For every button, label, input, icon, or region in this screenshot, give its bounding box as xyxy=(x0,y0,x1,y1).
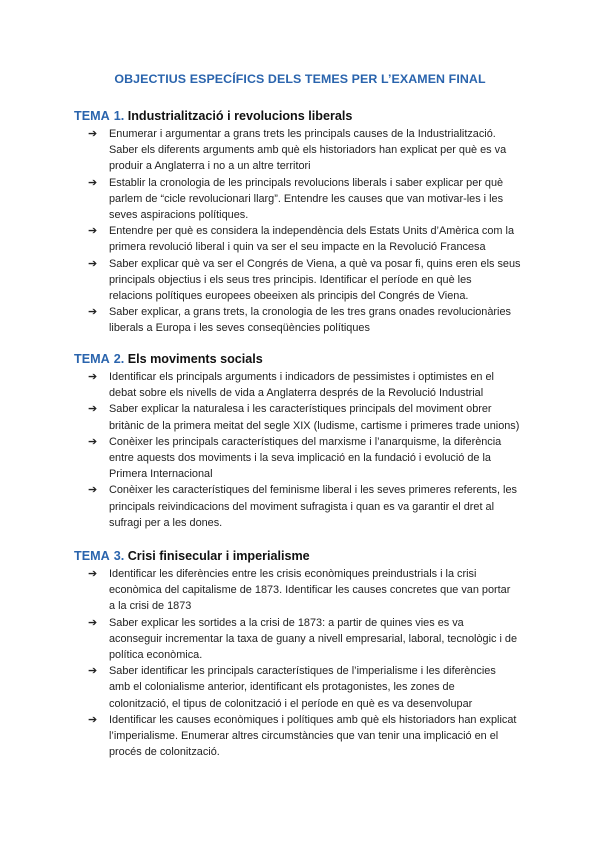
list-item xyxy=(74,256,534,305)
item-line: Saber explicar les sortides a la crisi de 1873: a partir de quines vies es va xyxy=(109,616,464,629)
section-tema-2 xyxy=(74,350,534,531)
tema-label: TEMA xyxy=(74,549,110,563)
item-line: Conèixer les principals característiques del marxisme i l’anarquisme, la diferència xyxy=(109,435,502,448)
objectives-list xyxy=(74,566,534,760)
item-line: Saber els diferents arguments amb què els historiadors han explicat per què es va xyxy=(109,144,507,157)
item-line: Establir la cronologia de les principals revolucions liberals i saber explicar per què xyxy=(109,176,504,189)
arrow-bullet-icon: ➔ xyxy=(88,435,98,448)
tema-title: Els moviments socials xyxy=(127,352,263,366)
item-line: Saber explicar què va ser el Congrés de Viena, a què va posar fi, quins eren els seus xyxy=(109,257,521,270)
item-line: Saber explicar, a grans trets, la cronologia de les tres grans onades revolucionàries xyxy=(109,306,511,319)
item-line: procés de colonització. xyxy=(109,746,220,759)
tema-label: TEMA xyxy=(74,352,110,366)
item-line: Identificar els principals arguments i indicadors de pessimistes i optimistes en el xyxy=(109,371,494,383)
arrow-bullet-icon: ➔ xyxy=(88,568,98,580)
list-item xyxy=(74,401,534,433)
objectives-list xyxy=(74,126,534,337)
item-line: aconseguir incrementar la taxa de guany a nivell empresarial, laboral, tecnològic i de xyxy=(109,632,518,645)
item-line: Enumerar i argumentar a grans trets les principals causes de la Industrialització. xyxy=(109,128,496,140)
item-line: parlem de “cicle revolucionari llarg”. Entendre les causes que van motivar-les i les xyxy=(109,192,504,205)
list-item xyxy=(74,369,534,401)
item-line: liberals a Europa i les seves conseqüències polítiques xyxy=(109,322,370,335)
section-heading xyxy=(74,547,534,566)
item-line: produir a Anglaterra i no a un altre territori xyxy=(109,160,311,173)
section-heading xyxy=(74,107,534,126)
section-heading xyxy=(74,350,534,369)
item-line: Primera Internacional xyxy=(109,468,213,481)
item-line: sufragi per a les dones. xyxy=(109,516,223,529)
arrow-bullet-icon: ➔ xyxy=(88,176,98,189)
item-line: l’imperialisme. Enumerar altres circumstàncies que van tenir una implicació en el xyxy=(109,730,499,743)
list-item xyxy=(74,126,534,175)
arrow-bullet-icon: ➔ xyxy=(88,371,98,383)
list-item xyxy=(74,712,534,761)
arrow-bullet-icon: ➔ xyxy=(88,665,98,678)
tema-title: Industrialització i revolucions liberals xyxy=(127,109,353,123)
tema-number: 2. xyxy=(113,352,125,366)
item-line: principals reivindicacions del moviment sufragista i quan es va garantir el dret al xyxy=(109,500,494,513)
item-line: política econòmica. xyxy=(109,649,203,662)
objectives-list xyxy=(74,369,534,531)
arrow-bullet-icon: ➔ xyxy=(88,403,98,416)
item-line: Identificar les causes econòmiques i polítiques amb què els historiadors han explicat xyxy=(109,713,517,726)
list-item xyxy=(74,663,534,712)
list-item xyxy=(74,482,534,531)
arrow-bullet-icon: ➔ xyxy=(88,713,98,726)
item-line: amb el colonialisme anterior, identificant els protagonistes, les zones de xyxy=(109,681,455,694)
list-item xyxy=(74,434,534,483)
tema-label: TEMA xyxy=(74,109,110,123)
list-item xyxy=(74,223,534,255)
item-line: econòmica del capitalisme de 1873. Identificar les causes concretes que van portar xyxy=(109,584,511,597)
item-line: principals objectius i els seus tres principis. Identificar el període en què les xyxy=(109,273,472,286)
item-line: Entendre per què es considera la independència dels Estats Units d’Amèrica com la xyxy=(109,225,514,238)
arrow-bullet-icon: ➔ xyxy=(88,484,98,497)
list-item xyxy=(74,566,534,615)
arrow-bullet-icon: ➔ xyxy=(88,128,98,140)
section-tema-1 xyxy=(74,107,534,337)
item-line: Saber explicar la naturalesa i les característiques principals del moviment obrer xyxy=(109,403,492,416)
item-line: Conèixer les característiques del feminisme liberal i les seves primeres referents, les xyxy=(109,484,517,497)
list-item xyxy=(74,304,534,336)
page-title: OBJECTIUS ESPECÍFICS DELS TEMES PER L’EXAMEN FINAL xyxy=(114,72,486,86)
item-line: seves aspiracions polítiques. xyxy=(109,209,249,222)
item-line: primera revolució liberal i quin va ser el seu impacte en la Revolució Francesa xyxy=(109,241,486,254)
section-tema-3 xyxy=(74,547,534,760)
tema-number: 3. xyxy=(113,549,125,563)
item-line: britànic de la primera meitat del segle XIX (ludisme, cartisme i primeres trade unions) xyxy=(109,419,520,432)
tema-number: 1. xyxy=(113,109,125,123)
item-line: colonització, el tipus de colonització i el període en què es va desenvolupar xyxy=(109,697,473,710)
item-line: entre aquests dos moviments i la seva implicació en la fundació i evolució de la xyxy=(109,452,491,465)
item-line: a la crisi de 1873 xyxy=(109,600,192,613)
arrow-bullet-icon: ➔ xyxy=(88,616,98,629)
item-line: Identificar les diferències entre les crisis econòmiques preindustrials i la crisi xyxy=(109,568,477,580)
arrow-bullet-icon: ➔ xyxy=(88,225,98,238)
arrow-bullet-icon: ➔ xyxy=(88,257,98,270)
tema-title: Crisi finisecular i imperialisme xyxy=(127,549,310,563)
list-item xyxy=(74,175,534,224)
item-line: Saber identificar les principals característiques de l’imperialisme i les diferències xyxy=(109,665,496,678)
item-line: relacions polítiques europees obeeixen als principis del Congrés de Viena. xyxy=(109,290,469,303)
arrow-bullet-icon: ➔ xyxy=(88,306,98,319)
list-item xyxy=(74,615,534,664)
item-line: debat sobre els nivells de vida a Anglaterra després de la Revolució Industrial xyxy=(109,387,484,400)
